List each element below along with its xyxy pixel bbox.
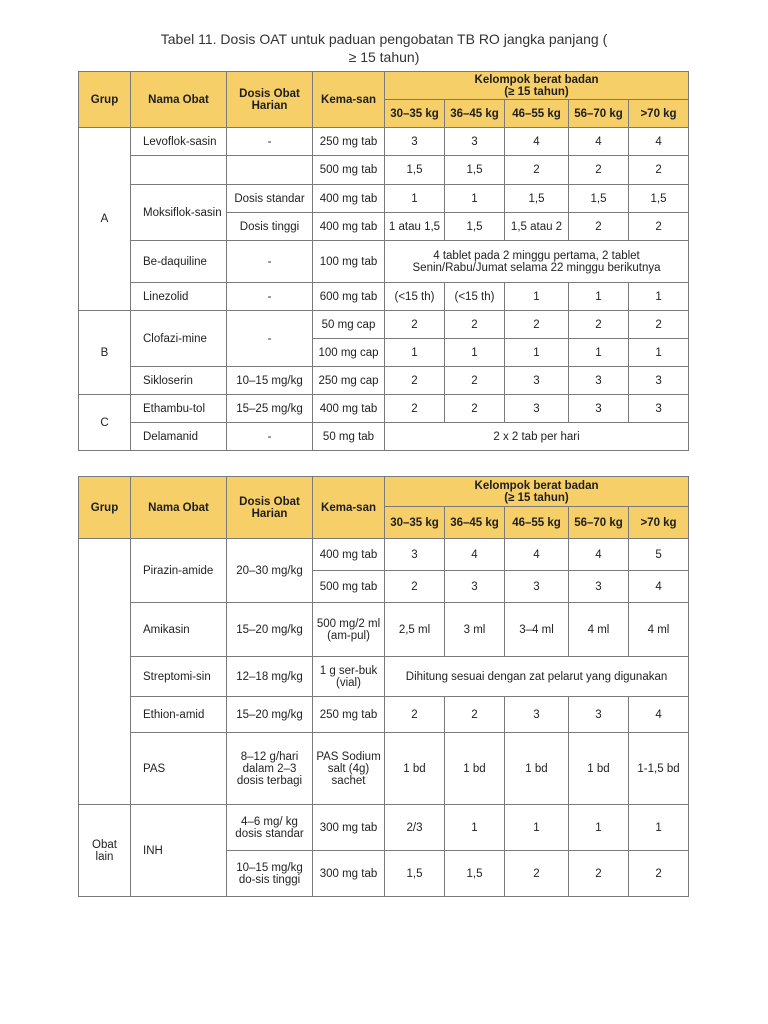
header-weight-over-70: >70 kg — [629, 507, 689, 539]
dose-cell: 1 bd — [385, 733, 445, 805]
dose-cell: 1 — [569, 805, 629, 851]
header-kemasan: Kema-san — [313, 72, 385, 128]
header-kelompok-berat-badan — [385, 477, 689, 507]
dose-cell: 2 — [505, 156, 569, 185]
kemasan-cell: 600 mg tab — [313, 283, 385, 311]
dose-cell: 3 — [385, 539, 445, 571]
dose-cell: 2 — [385, 367, 445, 395]
caption-line-1: Tabel 11. Dosis OAT untuk paduan pengobatan TB RO jangka panjang ( — [160, 31, 608, 47]
dose-cell: 4 ml — [629, 603, 689, 657]
dose-cell: 1 bd — [569, 733, 629, 805]
dose-cell: 3 — [569, 571, 629, 603]
dose-cell: 3 — [569, 697, 629, 733]
dose-cell: 1 — [629, 805, 689, 851]
dose-cell: 3 — [629, 395, 689, 423]
dose-cell: 2 — [385, 311, 445, 339]
kemasan-cell: 400 mg tab — [313, 395, 385, 423]
dose-cell: 1 — [445, 339, 505, 367]
dose-cell: 4 — [629, 128, 689, 156]
dose-cell: 3 ml — [445, 603, 505, 657]
kemasan-cell: 100 mg tab — [313, 241, 385, 283]
dose-cell: 3 — [505, 395, 569, 423]
kemasan-cell: 50 mg cap — [313, 311, 385, 339]
group-label-empty — [79, 539, 131, 805]
header-kelompok-line-1: Kelompok berat badan — [474, 73, 599, 86]
kemasan-cell: 500 mg/2 ml (am-pul) — [313, 603, 385, 657]
kemasan-cell: 400 mg tab — [313, 185, 385, 213]
table-row — [79, 657, 689, 697]
drug-name-empty — [131, 156, 227, 185]
header-weight-56-70: 56–70 kg — [569, 507, 629, 539]
dose-cell: 4 ml — [569, 603, 629, 657]
dose-cell: 1 — [505, 339, 569, 367]
dose-cell: 1,5 — [505, 185, 569, 213]
dose-cell: 4 — [569, 539, 629, 571]
dose-cell: 2 — [505, 851, 569, 897]
table-row — [79, 367, 689, 395]
dose-cell: 1 — [569, 339, 629, 367]
dose-cell: 3 — [505, 697, 569, 733]
dose-cell: 2 — [569, 851, 629, 897]
dose-cell: 2 — [629, 311, 689, 339]
group-label: C — [79, 395, 131, 451]
header-weight-46-55: 46–55 kg — [505, 507, 569, 539]
dose-cell: 1 bd — [505, 733, 569, 805]
dose-cell: 4 — [629, 571, 689, 603]
header-nama-obat: Nama Obat — [131, 72, 227, 128]
dosis-cell: - — [227, 423, 313, 451]
dose-cell: 3 — [445, 571, 505, 603]
dose-cell: 1 — [569, 283, 629, 311]
dose-cell: 1 — [385, 185, 445, 213]
dose-cell: 1,5 — [445, 213, 505, 241]
dose-note: 2 x 2 tab per hari — [385, 423, 689, 451]
header-weight-56-70: 56–70 kg — [569, 100, 629, 128]
header-kelompok-line-2: (≥ 15 tahun) — [504, 491, 569, 504]
table-row — [79, 185, 689, 213]
dose-cell: 2 — [445, 367, 505, 395]
kemasan-cell: PAS Sodium salt (4g) sachet — [313, 733, 385, 805]
header-nama-obat: Nama Obat — [131, 477, 227, 539]
dose-cell: 2,5 ml — [385, 603, 445, 657]
dose-cell: (<15 th) — [385, 283, 445, 311]
dose-cell: 4 — [505, 128, 569, 156]
dose-cell: 2 — [629, 213, 689, 241]
kemasan-cell: 400 mg tab — [313, 539, 385, 571]
dose-cell: 1,5 — [445, 156, 505, 185]
dose-cell: 3–4 ml — [505, 603, 569, 657]
dose-cell: 2 — [385, 395, 445, 423]
dosis-cell: - — [227, 241, 313, 283]
header-weight-30-35: 30–35 kg — [385, 100, 445, 128]
header-weight-over-70: >70 kg — [629, 100, 689, 128]
dose-cell: 2 — [569, 311, 629, 339]
drug-name: Ethion-amid — [131, 697, 227, 733]
dosis-cell: 10–15 mg/kg do-sis tinggi — [227, 851, 313, 897]
dose-cell: 1,5 — [569, 185, 629, 213]
table-row — [79, 395, 689, 423]
kemasan-cell: 500 mg tab — [313, 156, 385, 185]
dose-note: 4 tablet pada 2 minggu pertama, 2 tablet Senin/Rabu/Jumat selama 22 minggu berikutnya — [385, 241, 689, 283]
header-weight-36-45: 36–45 kg — [445, 100, 505, 128]
table-row — [79, 805, 689, 851]
kemasan-cell: 250 mg cap — [313, 367, 385, 395]
drug-name: Clofazi-mine — [131, 311, 227, 367]
dose-cell: 2 — [445, 311, 505, 339]
header-weight-46-55: 46–55 kg — [505, 100, 569, 128]
kemasan-cell: 1 g ser-buk (vial) — [313, 657, 385, 697]
dosis-cell: 8–12 g/hari dalam 2–3 dosis terbagi — [227, 733, 313, 805]
dose-cell: 1-1,5 bd — [629, 733, 689, 805]
dose-cell: 2 — [445, 697, 505, 733]
dose-cell: 2/3 — [385, 805, 445, 851]
header-grup: Grup — [79, 477, 131, 539]
dose-cell: 1 — [629, 283, 689, 311]
kemasan-cell: 100 mg cap — [313, 339, 385, 367]
dose-cell: 2 — [629, 156, 689, 185]
dose-cell: 1 — [505, 283, 569, 311]
table-row — [79, 603, 689, 657]
header-kelompok-berat-badan — [385, 72, 689, 100]
dose-table-1 — [78, 71, 689, 451]
header-grup: Grup — [79, 72, 131, 128]
dose-cell: 5 — [629, 539, 689, 571]
dosis-cell: - — [227, 283, 313, 311]
drug-name: Levoflok-sasin — [131, 128, 227, 156]
dose-cell: 1 — [445, 185, 505, 213]
header-weight-36-45: 36–45 kg — [445, 507, 505, 539]
dosis-cell: - — [227, 128, 313, 156]
dose-cell: 2 — [569, 156, 629, 185]
table-row — [79, 311, 689, 339]
kemasan-cell: 500 mg tab — [313, 571, 385, 603]
dosis-cell: 10–15 mg/kg — [227, 367, 313, 395]
dose-cell: 4 — [445, 539, 505, 571]
kemasan-cell: 400 mg tab — [313, 213, 385, 241]
dose-cell: 4 — [505, 539, 569, 571]
kemasan-cell: 300 mg tab — [313, 805, 385, 851]
dose-cell: 3 — [569, 395, 629, 423]
dosis-cell-empty — [227, 156, 313, 185]
header-weight-30-35: 30–35 kg — [385, 507, 445, 539]
dose-cell: 2 — [629, 851, 689, 897]
dose-cell: 2 — [505, 311, 569, 339]
dose-cell: 2 — [385, 697, 445, 733]
header-dosis-obat-harian: Dosis Obat Harian — [227, 72, 313, 128]
table-row — [79, 128, 689, 156]
caption-line-2: ≥ 15 tahun) — [348, 49, 420, 65]
kemasan-cell: 250 mg tab — [313, 697, 385, 733]
drug-name: Streptomi-sin — [131, 657, 227, 697]
dose-cell: 2 — [569, 213, 629, 241]
dose-cell: 1,5 atau 2 — [505, 213, 569, 241]
table-row — [79, 283, 689, 311]
dose-cell: 1,5 — [629, 185, 689, 213]
header-kemasan: Kema-san — [313, 477, 385, 539]
header-kelompok-line-1: Kelompok berat badan — [474, 479, 599, 492]
dose-cell: 1 atau 1,5 — [385, 213, 445, 241]
dosis-cell: 15–25 mg/kg — [227, 395, 313, 423]
drug-name: Delamanid — [131, 423, 227, 451]
kemasan-cell: 50 mg tab — [313, 423, 385, 451]
dose-cell: 1 — [445, 805, 505, 851]
drug-name: Ethambu-tol — [131, 395, 227, 423]
table-row — [79, 241, 689, 283]
dose-cell: 2 — [445, 395, 505, 423]
dose-cell: 3 — [505, 367, 569, 395]
drug-name: Pirazin-amide — [131, 539, 227, 603]
table-row — [79, 697, 689, 733]
drug-name: Sikloserin — [131, 367, 227, 395]
dose-cell: 3 — [569, 367, 629, 395]
dose-table-2 — [78, 476, 689, 897]
kemasan-cell: 250 mg tab — [313, 128, 385, 156]
dose-cell: (<15 th) — [445, 283, 505, 311]
dosis-cell: 15–20 mg/kg — [227, 603, 313, 657]
drug-name: INH — [131, 805, 227, 897]
table-row — [79, 156, 689, 185]
drug-name: Linezolid — [131, 283, 227, 311]
dosis-cell: Dosis tinggi — [227, 213, 313, 241]
dose-cell: 1,5 — [385, 851, 445, 897]
dose-cell: 1,5 — [385, 156, 445, 185]
header-kelompok-line-2: (≥ 15 tahun) — [504, 85, 569, 98]
dose-cell: 1 — [505, 805, 569, 851]
group-label: A — [79, 128, 131, 311]
table-caption — [74, 30, 694, 66]
dose-cell: 1 — [629, 339, 689, 367]
header-dosis-obat-harian: Dosis Obat Harian — [227, 477, 313, 539]
dosis-cell: Dosis standar — [227, 185, 313, 213]
dose-cell: 3 — [505, 571, 569, 603]
dose-cell: 2 — [385, 571, 445, 603]
drug-name: Moksiflok-sasin — [131, 185, 227, 241]
group-label: B — [79, 311, 131, 395]
table-row — [79, 423, 689, 451]
dose-cell: 1 bd — [445, 733, 505, 805]
dose-cell: 3 — [445, 128, 505, 156]
kemasan-cell: 300 mg tab — [313, 851, 385, 897]
dose-cell: 3 — [629, 367, 689, 395]
table-row — [79, 539, 689, 571]
dose-cell: 4 — [569, 128, 629, 156]
drug-name: Be-daquiline — [131, 241, 227, 283]
dosis-cell: 15–20 mg/kg — [227, 697, 313, 733]
dose-cell: 4 — [629, 697, 689, 733]
drug-name: Amikasin — [131, 603, 227, 657]
dosis-cell: 20–30 mg/kg — [227, 539, 313, 603]
dosis-cell: 12–18 mg/kg — [227, 657, 313, 697]
dose-note: Dihitung sesuai dengan zat pelarut yang digunakan — [385, 657, 689, 697]
dose-cell: 1 — [385, 339, 445, 367]
dosis-cell: 4–6 mg/ kg dosis standar — [227, 805, 313, 851]
dose-cell: 3 — [385, 128, 445, 156]
dose-cell: 1,5 — [445, 851, 505, 897]
drug-name: PAS — [131, 733, 227, 805]
dosis-cell: - — [227, 311, 313, 367]
group-label: Obat lain — [79, 805, 131, 897]
table-row — [79, 733, 689, 805]
